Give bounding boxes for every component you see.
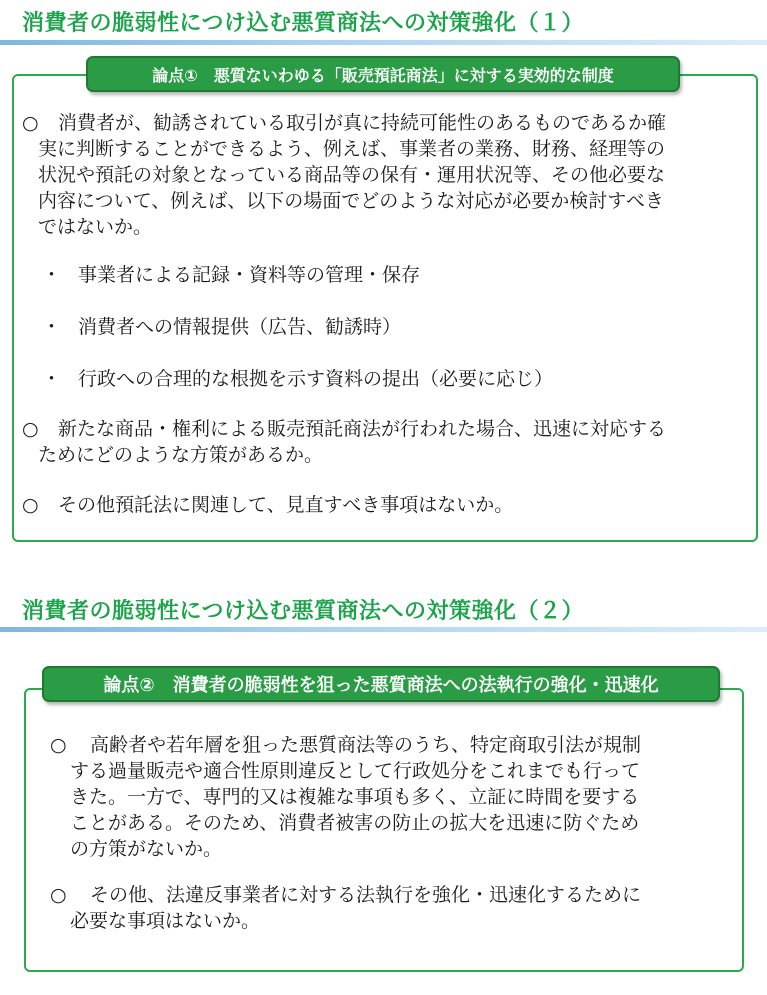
section-1-badge: 論点① 悪質ないわゆる「販売預託商法」に対する実効的な制度	[86, 56, 680, 92]
section-1-subitem-1: ・ 事業者による記録・資料等の管理・保存	[42, 264, 421, 286]
item-1-line-1: 消費者が、勧誘されている取引が真に持続可能性のあるものであるか確	[58, 112, 667, 134]
dot-bullet-icon: ・	[42, 316, 62, 338]
section-2-item-2: ○ その他、法違反事業者に対する法執行を強化・迅速化するために 必要な事項はないか。	[50, 884, 642, 932]
item-1-line-4: 内容について、例えば、以下の場面でどのような対応が必要か検討すべき	[38, 190, 664, 212]
dot-bullet-icon: ・	[42, 264, 62, 286]
section-1-subitem-3: ・ 行政への合理的な根拠を示す資料の提出（必要に応じ）	[42, 368, 554, 390]
section-1-item-3: ○ その他預託法に関連して、見直すべき事項はないか。	[22, 494, 514, 516]
item-1-line-2: 実に判断することができるよう、例えば、事業者の業務、財務、経理等の	[38, 138, 666, 160]
section-1-title-rule	[0, 40, 767, 45]
section-2-badge: 論点② 消費者の脆弱性を狙った悪質商法への法執行の強化・迅速化	[42, 666, 720, 702]
section-1-title: 消費者の脆弱性につけ込む悪質商法への対策強化（１）	[22, 11, 585, 36]
section-1-item-2: ○ 新たな商品・権利による販売預託商法が行われた場合、迅速に対応する ためにどのような方策があるか。	[22, 418, 667, 466]
dot-bullet-icon: ・	[42, 368, 62, 390]
circle-bullet-icon: ○	[22, 418, 39, 440]
circle-bullet-icon: ○	[22, 494, 39, 516]
circle-bullet-icon: ○	[50, 734, 67, 756]
section-2-title: 消費者の脆弱性につけ込む悪質商法への対策強化（２）	[22, 599, 585, 624]
circle-bullet-icon: ○	[50, 884, 67, 906]
item-1-line-5: ではないか。	[38, 216, 153, 238]
item-1-line-3: 状況や預託の対象となっている商品等の保有・運用状況等、その他必要な	[38, 164, 666, 186]
circle-bullet-icon: ○	[22, 112, 39, 134]
section-1-subitem-2: ・ 消費者への情報提供（広告、勧誘時）	[42, 316, 402, 338]
section-2-item-1: ○ 高齢者や若年層を狙った悪質商法等のうち、特定商取引法が規制 する過量販売や適合性原則違反として行政処分をこれまでも行って きた。一方で、専門的又は複雑な事項も多く、立証に時間を要する ことがある。そのため、消費者被害の防止の拡大を迅速に防ぐため の方策がないか。	[50, 734, 642, 860]
section-2-title-rule	[0, 627, 767, 632]
section-1-item-1	[22, 110, 666, 240]
